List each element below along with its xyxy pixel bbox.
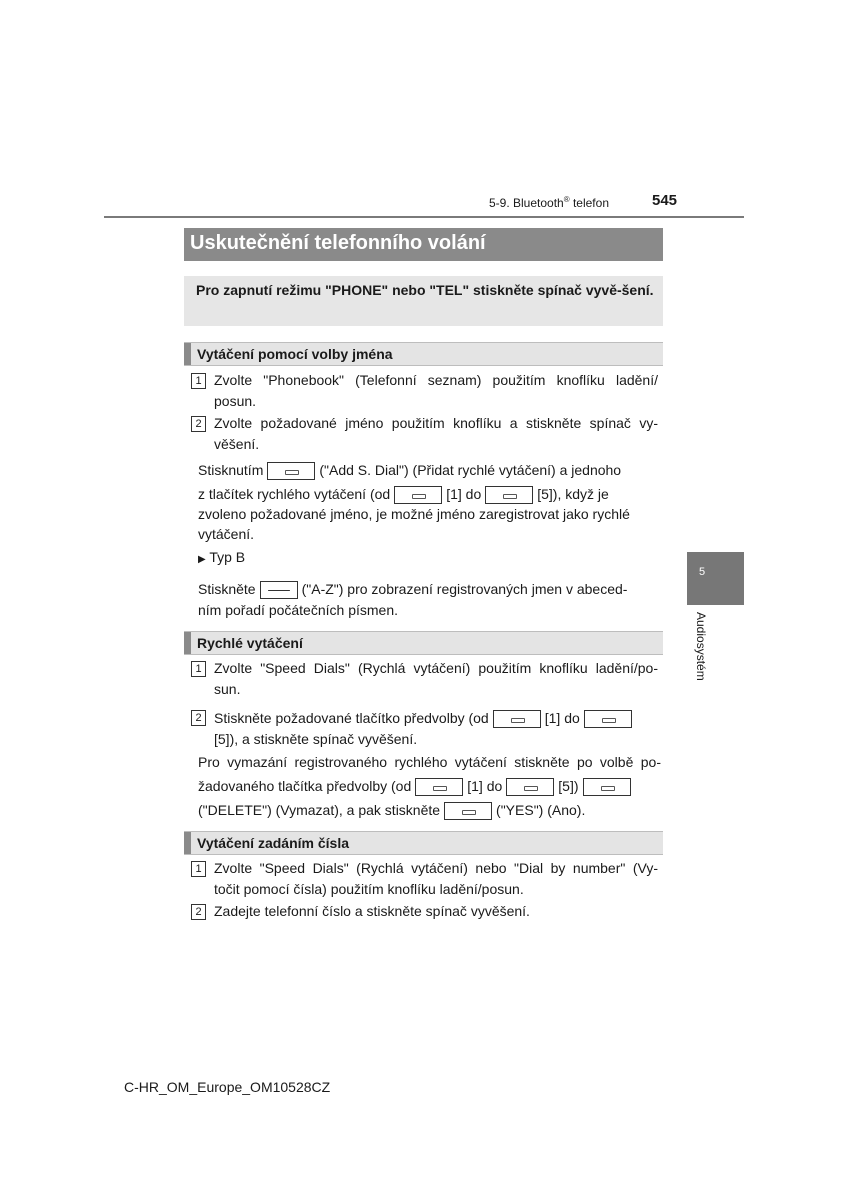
document-code: C-HR_OM_Europe_OM10528CZ bbox=[124, 1079, 331, 1095]
step-number: 1 bbox=[191, 861, 206, 877]
section-header-number-dial: Vytáčení zadáním čísla bbox=[184, 831, 663, 855]
note-line: vytáčení. bbox=[198, 526, 255, 542]
inline-button-icon bbox=[583, 778, 631, 796]
page-number: 545 bbox=[652, 192, 678, 209]
note-line: žadovaného tlačítka předvolby (od [1] do [5]) bbox=[198, 776, 635, 797]
note-line: Pro vymazání registrovaného rychlého vytáčení stiskněte po volbě po- bbox=[198, 754, 661, 770]
step-text: Zvolte požadované jméno použitím knoflíku a stiskněte spínač vy- bbox=[214, 415, 658, 431]
step-text: točit pomocí čísla) použitím knoflíku ladění/posun. bbox=[214, 881, 524, 897]
type-label: ▶ Typ B bbox=[198, 549, 246, 565]
chapter-label: Audiosystém bbox=[694, 612, 708, 681]
page-title: Uskutečnění telefonního volání bbox=[190, 232, 486, 254]
intro-box bbox=[184, 276, 663, 326]
note-line: Stiskněte ("A-Z") pro zobrazení registrovaných jmen v abeced- bbox=[198, 579, 627, 600]
step-number: 2 bbox=[191, 416, 206, 432]
inline-button-icon bbox=[394, 486, 442, 504]
step-text: posun. bbox=[214, 393, 257, 409]
section-header-name-dial: Vytáčení pomocí volby jména bbox=[184, 342, 663, 366]
step-text: věšení. bbox=[214, 436, 260, 452]
inline-button-icon bbox=[444, 802, 492, 820]
intro-text: Pro zapnutí režimu "PHONE" nebo "TEL" stiskněte spínač vyvě-šení. bbox=[196, 282, 654, 298]
note-line: ("DELETE") (Vymazat), a pak stiskněte ("YES") (Ano). bbox=[198, 800, 585, 821]
page-title-bar bbox=[184, 228, 663, 261]
inline-button-icon bbox=[584, 710, 632, 728]
step-text: Zvolte "Phonebook" (Telefonní seznam) použitím knoflíku ladění/ bbox=[214, 372, 658, 388]
section-title: 5-9. Bluetooth® telefon bbox=[489, 195, 609, 210]
step-text: Stiskněte požadované tlačítko předvolby (od [1] do bbox=[214, 708, 636, 729]
header-rule bbox=[104, 216, 744, 218]
inline-button-icon bbox=[493, 710, 541, 728]
note-line: z tlačítek rychlého vytáčení (od [1] do [5]), když je bbox=[198, 484, 609, 505]
step-text: Zvolte "Speed Dials" (Rychlá vytáčení) nebo "Dial by number" (Vy- bbox=[214, 860, 658, 876]
section-header-speed-dial: Rychlé vytáčení bbox=[184, 631, 663, 655]
inline-button-icon bbox=[415, 778, 463, 796]
step-text: Zvolte "Speed Dials" (Rychlá vytáčení) použitím knoflíku ladění/po- bbox=[214, 660, 658, 676]
step-number: 2 bbox=[191, 710, 206, 726]
note-line: ním pořadí počátečních písmen. bbox=[198, 602, 398, 618]
step-text: sun. bbox=[214, 681, 241, 697]
inline-button-icon bbox=[260, 581, 298, 599]
inline-button-icon bbox=[485, 486, 533, 504]
step-number: 2 bbox=[191, 904, 206, 920]
step-text: [5]), a stiskněte spínač vyvěšení. bbox=[214, 731, 418, 747]
chapter-tab: 5 bbox=[687, 552, 744, 605]
step-number: 1 bbox=[191, 661, 206, 677]
note-line: zvoleno požadované jméno, je možné jméno zaregistrovat jako rychlé bbox=[198, 506, 630, 522]
note-line: Stisknutím ("Add S. Dial") (Přidat rychlé vytáčení) a jednoho bbox=[198, 460, 621, 481]
inline-button-icon bbox=[506, 778, 554, 796]
step-number: 1 bbox=[191, 373, 206, 389]
inline-button-icon bbox=[267, 462, 315, 480]
step-text: Zadejte telefonní číslo a stiskněte spínač vyvěšení. bbox=[214, 903, 530, 919]
